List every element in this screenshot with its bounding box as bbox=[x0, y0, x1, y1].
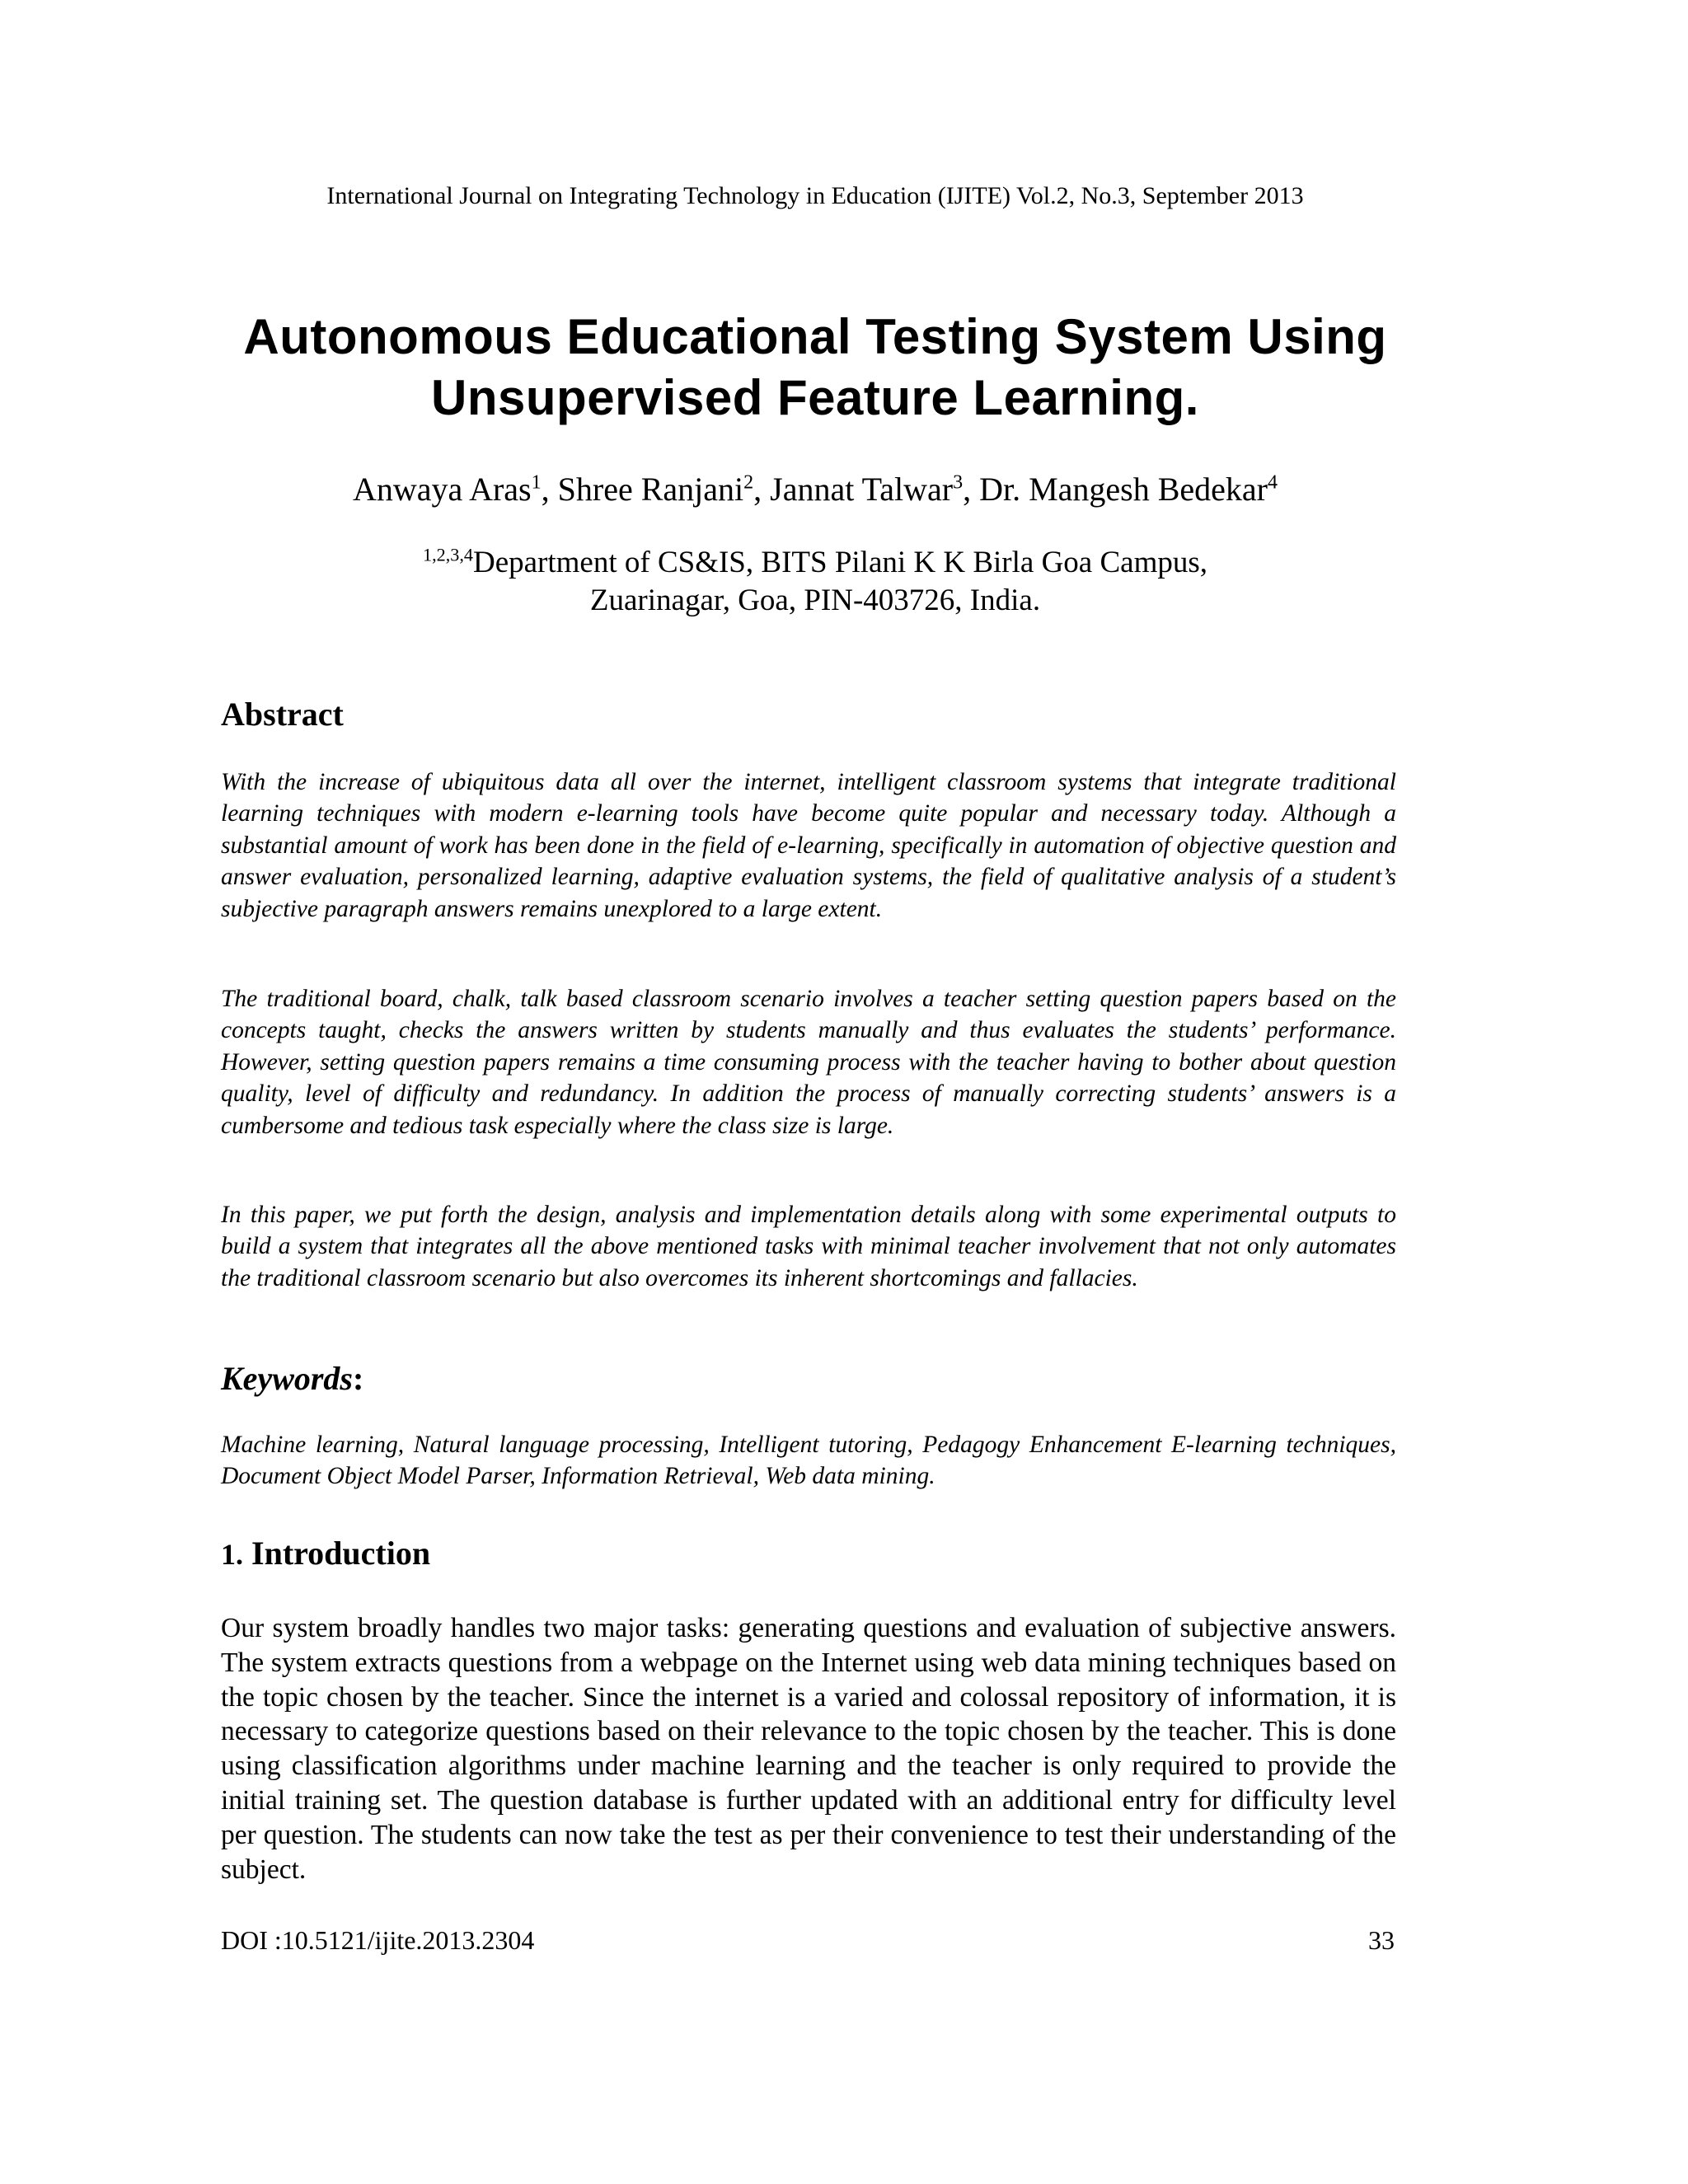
affiliation-department: Department of CS&IS, BITS Pilani K K Birla Goa Campus, bbox=[472, 546, 1208, 579]
abstract-paragraph-1: With the increase of ubiquitous data all over the internet, intelligent classroom systems that integrate traditional learning techniques with modern e-learning tools have become quite popular and necessary today. Although a substantial amount of work has been done in the field of e-learning, specifically in automation of objective question and answer evaluation, personalized learning, adaptive evaluation systems, the field of qualitative analysis of a student’s subjective paragraph answers remains unexplored to a large extent. bbox=[221, 769, 1396, 922]
keywords-text: Machine learning, Natural language processing, Intelligent tutoring, Pedagogy Enhancement E-learning techniques, Document Object Model Parser, Information Retrieval, Web data mining. bbox=[221, 1432, 1396, 1490]
author-affiliation-mark: 4 bbox=[1267, 471, 1278, 494]
section-title: Introduction bbox=[251, 1535, 431, 1572]
author-name: Jannat Talwar bbox=[770, 471, 954, 508]
affiliation-line-1 bbox=[0, 544, 1630, 582]
introduction-heading bbox=[221, 1533, 430, 1575]
abstract-paragraph-3: In this paper, we put forth the design, analysis and implementation details along with some experimental outputs to build a system that integrates all the above mentioned tasks with minimal teacher involvement that not only automates the traditional classroom scenario but also overcomes its inherent shortcomings and fallacies. bbox=[221, 1202, 1396, 1291]
author-separator: , bbox=[963, 471, 980, 508]
section-number: 1. bbox=[221, 1538, 243, 1571]
author-separator: , bbox=[541, 471, 558, 508]
affiliation-mark: 1,2,3,4 bbox=[422, 544, 473, 565]
keywords-colon: : bbox=[353, 1360, 364, 1397]
author-affiliation-mark: 3 bbox=[953, 471, 964, 494]
introduction-paragraph: Our system broadly handles two major tasks: generating questions and evaluation of subjective answers. The system extracts questions from a webpage on the Internet using web data mining techniques based on the topic chosen by the teacher. Since the internet is a varied and colossal repository of information, it is necessary to categorize questions based on their relevance to the topic chosen by the teacher. This is done using classification algorithms under machine learning and the teacher is only required to provide the initial training set. The question database is further updated with an additional entry for difficulty level per question. The students can now take the test as per their convenience to test their understanding of the subject. bbox=[221, 1613, 1396, 1885]
author-separator: , bbox=[753, 471, 771, 508]
title-line-2: Unsupervised Feature Learning. bbox=[431, 370, 1199, 425]
page-number: 33 bbox=[1368, 1925, 1395, 1955]
title-line-1: Autonomous Educational Testing System Using bbox=[243, 309, 1387, 364]
keywords-heading bbox=[221, 1358, 363, 1399]
author-name: Dr. Mangesh Bedekar bbox=[979, 471, 1268, 508]
journal-header: International Journal on Integrating Technology in Education (IJITE) Vol.2, No.3, September 2013 bbox=[326, 182, 1304, 209]
author-name: Shree Ranjani bbox=[557, 471, 744, 508]
paper-title bbox=[0, 307, 1630, 429]
author-affiliation-mark: 2 bbox=[743, 471, 754, 494]
affiliation-line-2: Zuarinagar, Goa, PIN-403726, India. bbox=[589, 583, 1041, 617]
keywords-label: Keywords bbox=[221, 1360, 353, 1397]
author-name: Anwaya Aras bbox=[353, 471, 532, 508]
abstract-heading: Abstract bbox=[221, 696, 344, 733]
author-affiliation-mark: 1 bbox=[531, 471, 542, 494]
doi-footer: DOI :10.5121/ijite.2013.2304 bbox=[221, 1925, 535, 1955]
author-list bbox=[0, 466, 1630, 513]
affiliation bbox=[0, 544, 1630, 620]
abstract-paragraph-2: The traditional board, chalk, talk based classroom scenario involves a teacher setting question papers based on the concepts taught, checks the answers written by students manually and thus evaluates the students’ performance. However, setting question papers remains a time consuming process with the teacher having to bother about question quality, level of difficulty and redundancy. In addition the process of manually correcting students’ answers is a cumbersome and tedious task especially where the class size is large. bbox=[221, 986, 1396, 1139]
